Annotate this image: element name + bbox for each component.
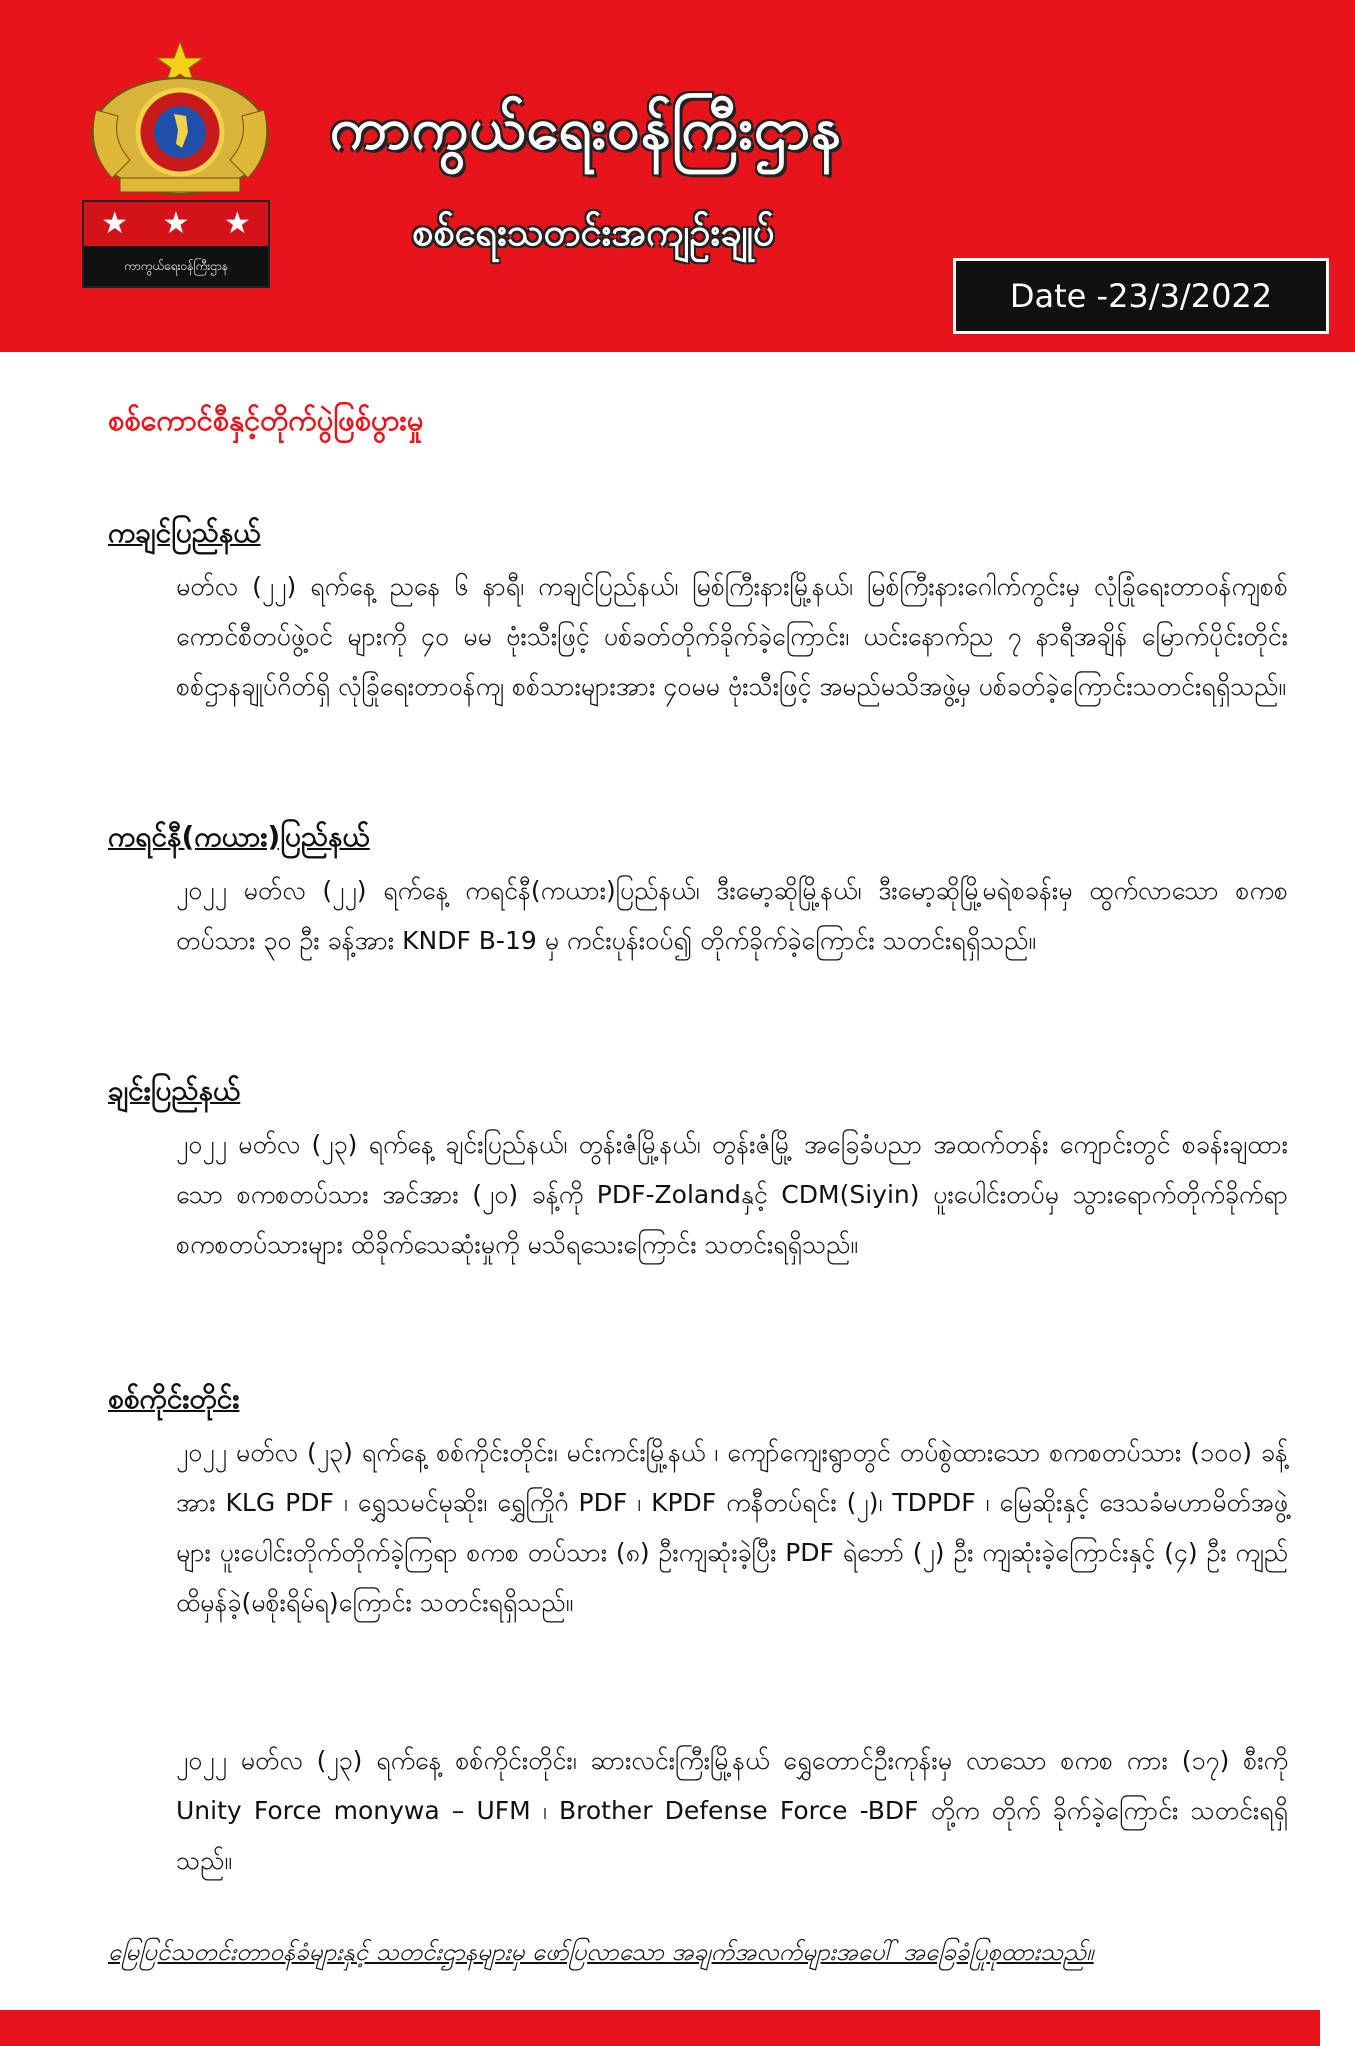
section-heading-kachin: ကချင်ပြည်နယ် (108, 516, 261, 549)
star-icon: ★ (101, 206, 129, 241)
paragraph-sagaing-1: ၂၀၂၂ မတ်လ (၂၃) ရက်နေ့ စစ်ကိုင်းတိုင်း၊ မင်းကင်းမြို့နယ် ၊ ကျော်ကျေးရွာတွင် တပ်စွဲထားသော စကစတပ်သား (၁၀၀) ခန့်အား KLG PDF ၊ ရွှေသမင်မုဆိုး၊ ရွှေကြိုဂံ PDF ၊ KPDF ကနီတပ်ရင်း (၂)၊ TDPDF ၊ မြေဆိုးနှင့် ဒေသခံမဟာမိတ်အဖွဲ့များ ပူးပေါင်းတိုက်တိုက်ခဲ့ကြရာ စကစ တပ်သား (၈) ဦးကျဆုံးခဲ့ပြီး PDF ရဲဘော် (၂) ဦး ကျဆုံးခဲ့ကြောင်းနှင့် (၄) ဦး ကျည်ထိမှန်ခဲ့(မစိုးရိမ်ရ)ကြောင်း သတင်းရရှိသည်။ (176, 1438, 1288, 1617)
section-heading-karenni: ကရင်နီ(ကယား)ပြည်နယ် (108, 820, 370, 853)
star-icon: ★ (162, 206, 190, 241)
footer-bar (0, 2010, 1320, 2046)
emblem-icon (82, 40, 278, 200)
source-note: မြေပြင်သတင်းတာဝန်ခံများနှင့် သတင်းဌာနများမှ ဖော်ပြလာသော အချက်အလက်များအပေါ် အခြေခံပြုစုထားသည်။ (108, 1938, 1094, 1966)
main-heading: စစ်ကောင်စီနှင့်တိုက်ပွဲဖြစ်ပွားမှု (108, 403, 424, 437)
paragraph-chin: ၂၀၂၂ မတ်လ (၂၃) ရက်နေ့ ချင်းပြည်နယ်၊ တွန်းဇံမြို့နယ်၊ တွန်းဇံမြို့ အခြေခံပညာ အထက်တန်း ကျောင်းတွင် စခန်းချထားသော စကစတပ်သား အင်အား (၂၀) ခန့်ကို PDF-Zolandနှင့် CDM(Siyin) ပူးပေါင်းတပ်မှ သွားရောက်တိုက်ခိုက်ရာ စကစတပ်သားများ ထိခိုက်သေဆုံးမှုကို မသိရသေးကြောင်း သတင်းရရှိသည်။ (176, 1130, 1288, 1259)
header-banner (0, 0, 1355, 352)
date-box: Date -23/3/2022 (953, 258, 1329, 334)
report-subtitle: စစ်ရေးသတင်းအကျဉ်းချုပ် (412, 210, 775, 254)
paragraph-karenni: ၂၀၂၂ မတ်လ (၂၂) ရက်နေ့ ကရင်နီ(ကယား)ပြည်နယ်၊ ဒီးမော့ဆိုမြို့နယ်၊ ဒီးမော့ဆိုမြို့မရဲစခန်းမှ ထွက်လာသော စကစတပ်သား ၃၀ ဦး ခန့်အား KNDF B-19 မှ ကင်းပုန်းဝပ်၍ တိုက်ခိုက်ခဲ့ကြောင်း သတင်းရရှိသည်။ (176, 876, 1288, 955)
paragraph-sagaing-2: ၂၀၂၂ မတ်လ (၂၃) ရက်နေ့ စစ်ကိုင်းတိုင်း၊ ဆားလင်းကြီးမြို့နယ် ရွှေတောင်ဦးကုန်းမှ လာသော စကစ ကား (၁၇) စီးကို Unity Force monywa – UFM ၊ Brother Defense Force -BDF တို့က တိုက် ခိုက်ခဲ့ကြောင်း သတင်းရရှိသည်။ (176, 1746, 1288, 1875)
star-icon: ★ (223, 206, 251, 241)
ministry-title: ကာကွယ်ရေးဝန်ကြီးဌာန (330, 94, 843, 162)
emblem-label-box (82, 200, 270, 288)
section-heading-chin: ချင်းပြည်နယ် (108, 1074, 241, 1107)
emblem-label: ကာကွယ်ရေးဝန်ကြီးဌာန (84, 246, 268, 288)
section-heading-sagaing: စစ်ကိုင်းတိုင်း (108, 1382, 240, 1415)
paragraph-kachin: မတ်လ (၂၂) ရက်နေ့ ညနေ ၆ နာရီ၊ ကချင်ပြည်နယ်၊ မြစ်ကြီးနားမြို့နယ်၊ မြစ်ကြီးနားဂေါက်ကွင်းမှ လုံခြုံရေးတာဝန်ကျစစ်ကောင်စီတပ်ဖွဲ့ဝင် များကို ၄၀ မမ ဗုံးသီးဖြင့် ပစ်ခတ်တိုက်ခိုက်ခဲ့ကြောင်း၊ ယင်းနောက်ည ၇ နာရီအချိန် မြောက်ပိုင်းတိုင်းစစ်ဌာနချုပ်ဂိတ်ရှိ လုံခြုံရေးတာဝန်ကျ စစ်သားများအား ၄၀မမ ဗုံးသီးဖြင့် အမည်မသိအဖွဲ့မှ ပစ်ခတ်ခဲ့ကြောင်းသတင်းရရှိသည်။ (176, 572, 1288, 701)
